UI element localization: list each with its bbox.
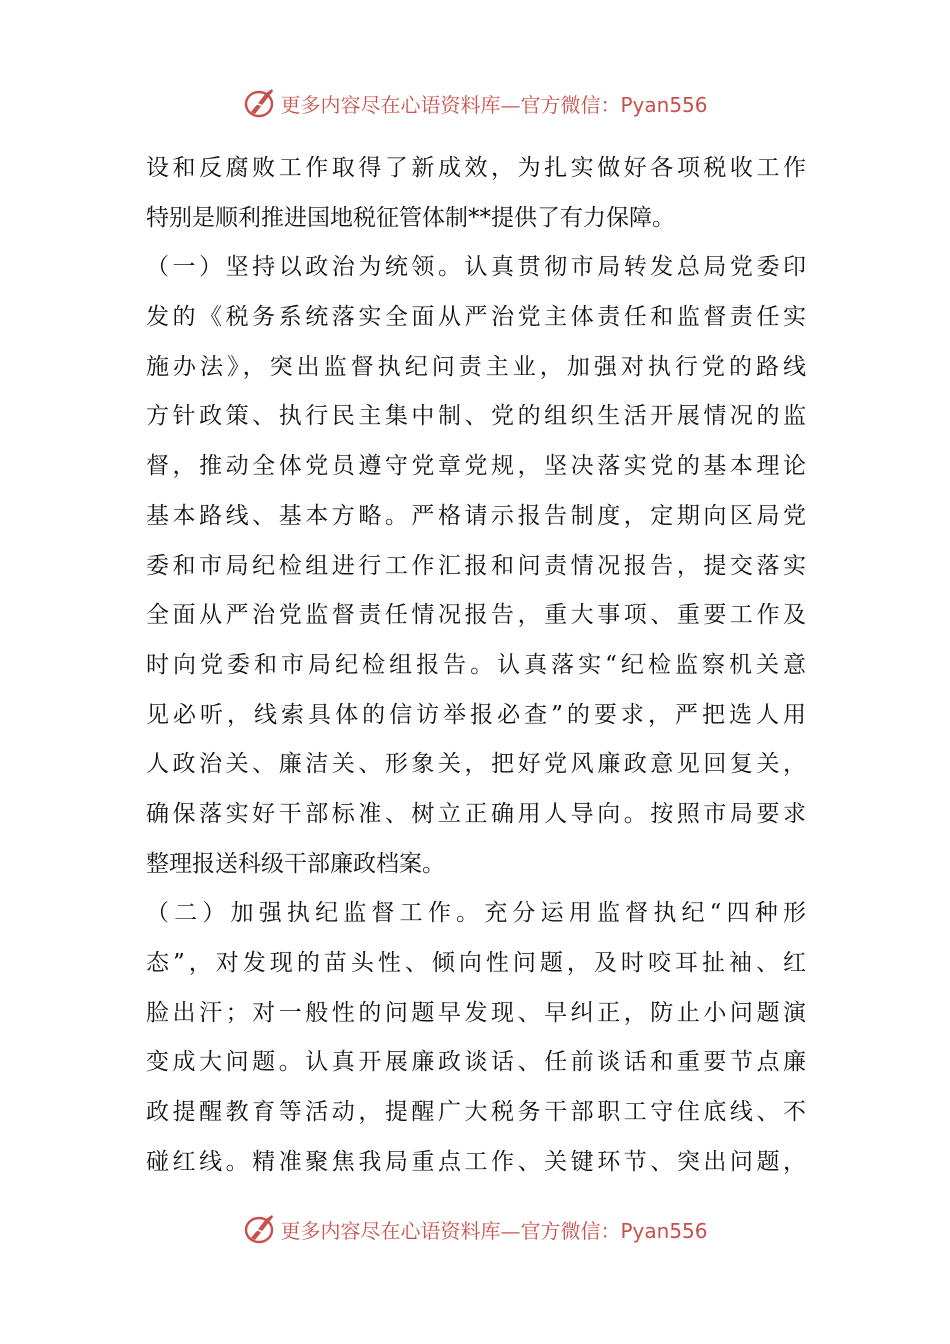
text-line: 态”，对发现的苗头性、倾向性问题，及时咬耳扯袖、红: [146, 950, 806, 976]
pen-seal-icon: [242, 1211, 278, 1247]
text-line: 特别是顺利推进国地税征管体制**提供了有力保障。: [146, 204, 675, 231]
text-line: 时向党委和市局纪检组报告。认真落实“纪检监察机关意: [146, 651, 806, 678]
text-line: 整理报送科级干部廉政档案。: [146, 850, 445, 877]
text-line: 方针政策、执行民主集中制、党的组织生活开展情况的监: [146, 403, 806, 430]
text-line: 全面从严治党监督责任情况报告，重大事项、重要工作及: [146, 602, 806, 629]
text-line: 设和反腐败工作取得了新成效，为扎实做好各项税收工作: [146, 155, 806, 181]
text-line: 人政治关、廉洁关、形象关，把好党风廉政意见回复关，: [146, 751, 806, 778]
text-line: 脸出汗；对一般性的问题早发现、早纠正，防止小问题演: [146, 999, 806, 1026]
text-line: 基本路线、基本方略。严格请示报告制度，定期向区局党: [146, 502, 806, 529]
text-line: 委和市局纪检组进行工作汇报和问责情况报告，提交落实: [146, 552, 806, 579]
text-line: （二）加强执纪监督工作。充分运用监督执纪“四种形: [146, 900, 806, 927]
text-line: 政提醒教育等活动，提醒广大税务干部职工守住底线、不: [146, 1099, 806, 1126]
text-line: 见必听，线索具体的信访举报必查”的要求，严把选人用: [146, 701, 806, 728]
text-line: 确保落实好干部标准、树立正确用人导向。按照市局要求: [146, 800, 806, 827]
watermark-text: 更多内容尽在心语资料库—官方微信：Pyan556: [280, 1218, 708, 1243]
footer-watermark: [0, 1209, 950, 1249]
text-line: 变成大问题。认真开展廉政谈话、任前谈话和重要节点廉: [146, 1049, 806, 1076]
text-line: 碰红线。精准聚焦我局重点工作、关键环节、突出问题，: [146, 1148, 806, 1175]
text-line: 施办法》，突出监督执纪问责主业，加强对执行党的路线: [146, 353, 806, 380]
watermark-text: 更多内容尽在心语资料库—官方微信：Pyan556: [280, 92, 708, 117]
text-line: 发的《税务系统落实全面从严治党主体责任和监督责任实: [146, 304, 806, 331]
pen-seal-icon: [242, 85, 278, 121]
document-body: [146, 144, 806, 1187]
text-line: 督，推动全体党员遵守党章党规，坚决落实党的基本理论: [146, 453, 806, 480]
text-line: （一）坚持以政治为统领。认真贯彻市局转发总局党委印: [146, 254, 806, 281]
header-watermark: [0, 83, 950, 123]
